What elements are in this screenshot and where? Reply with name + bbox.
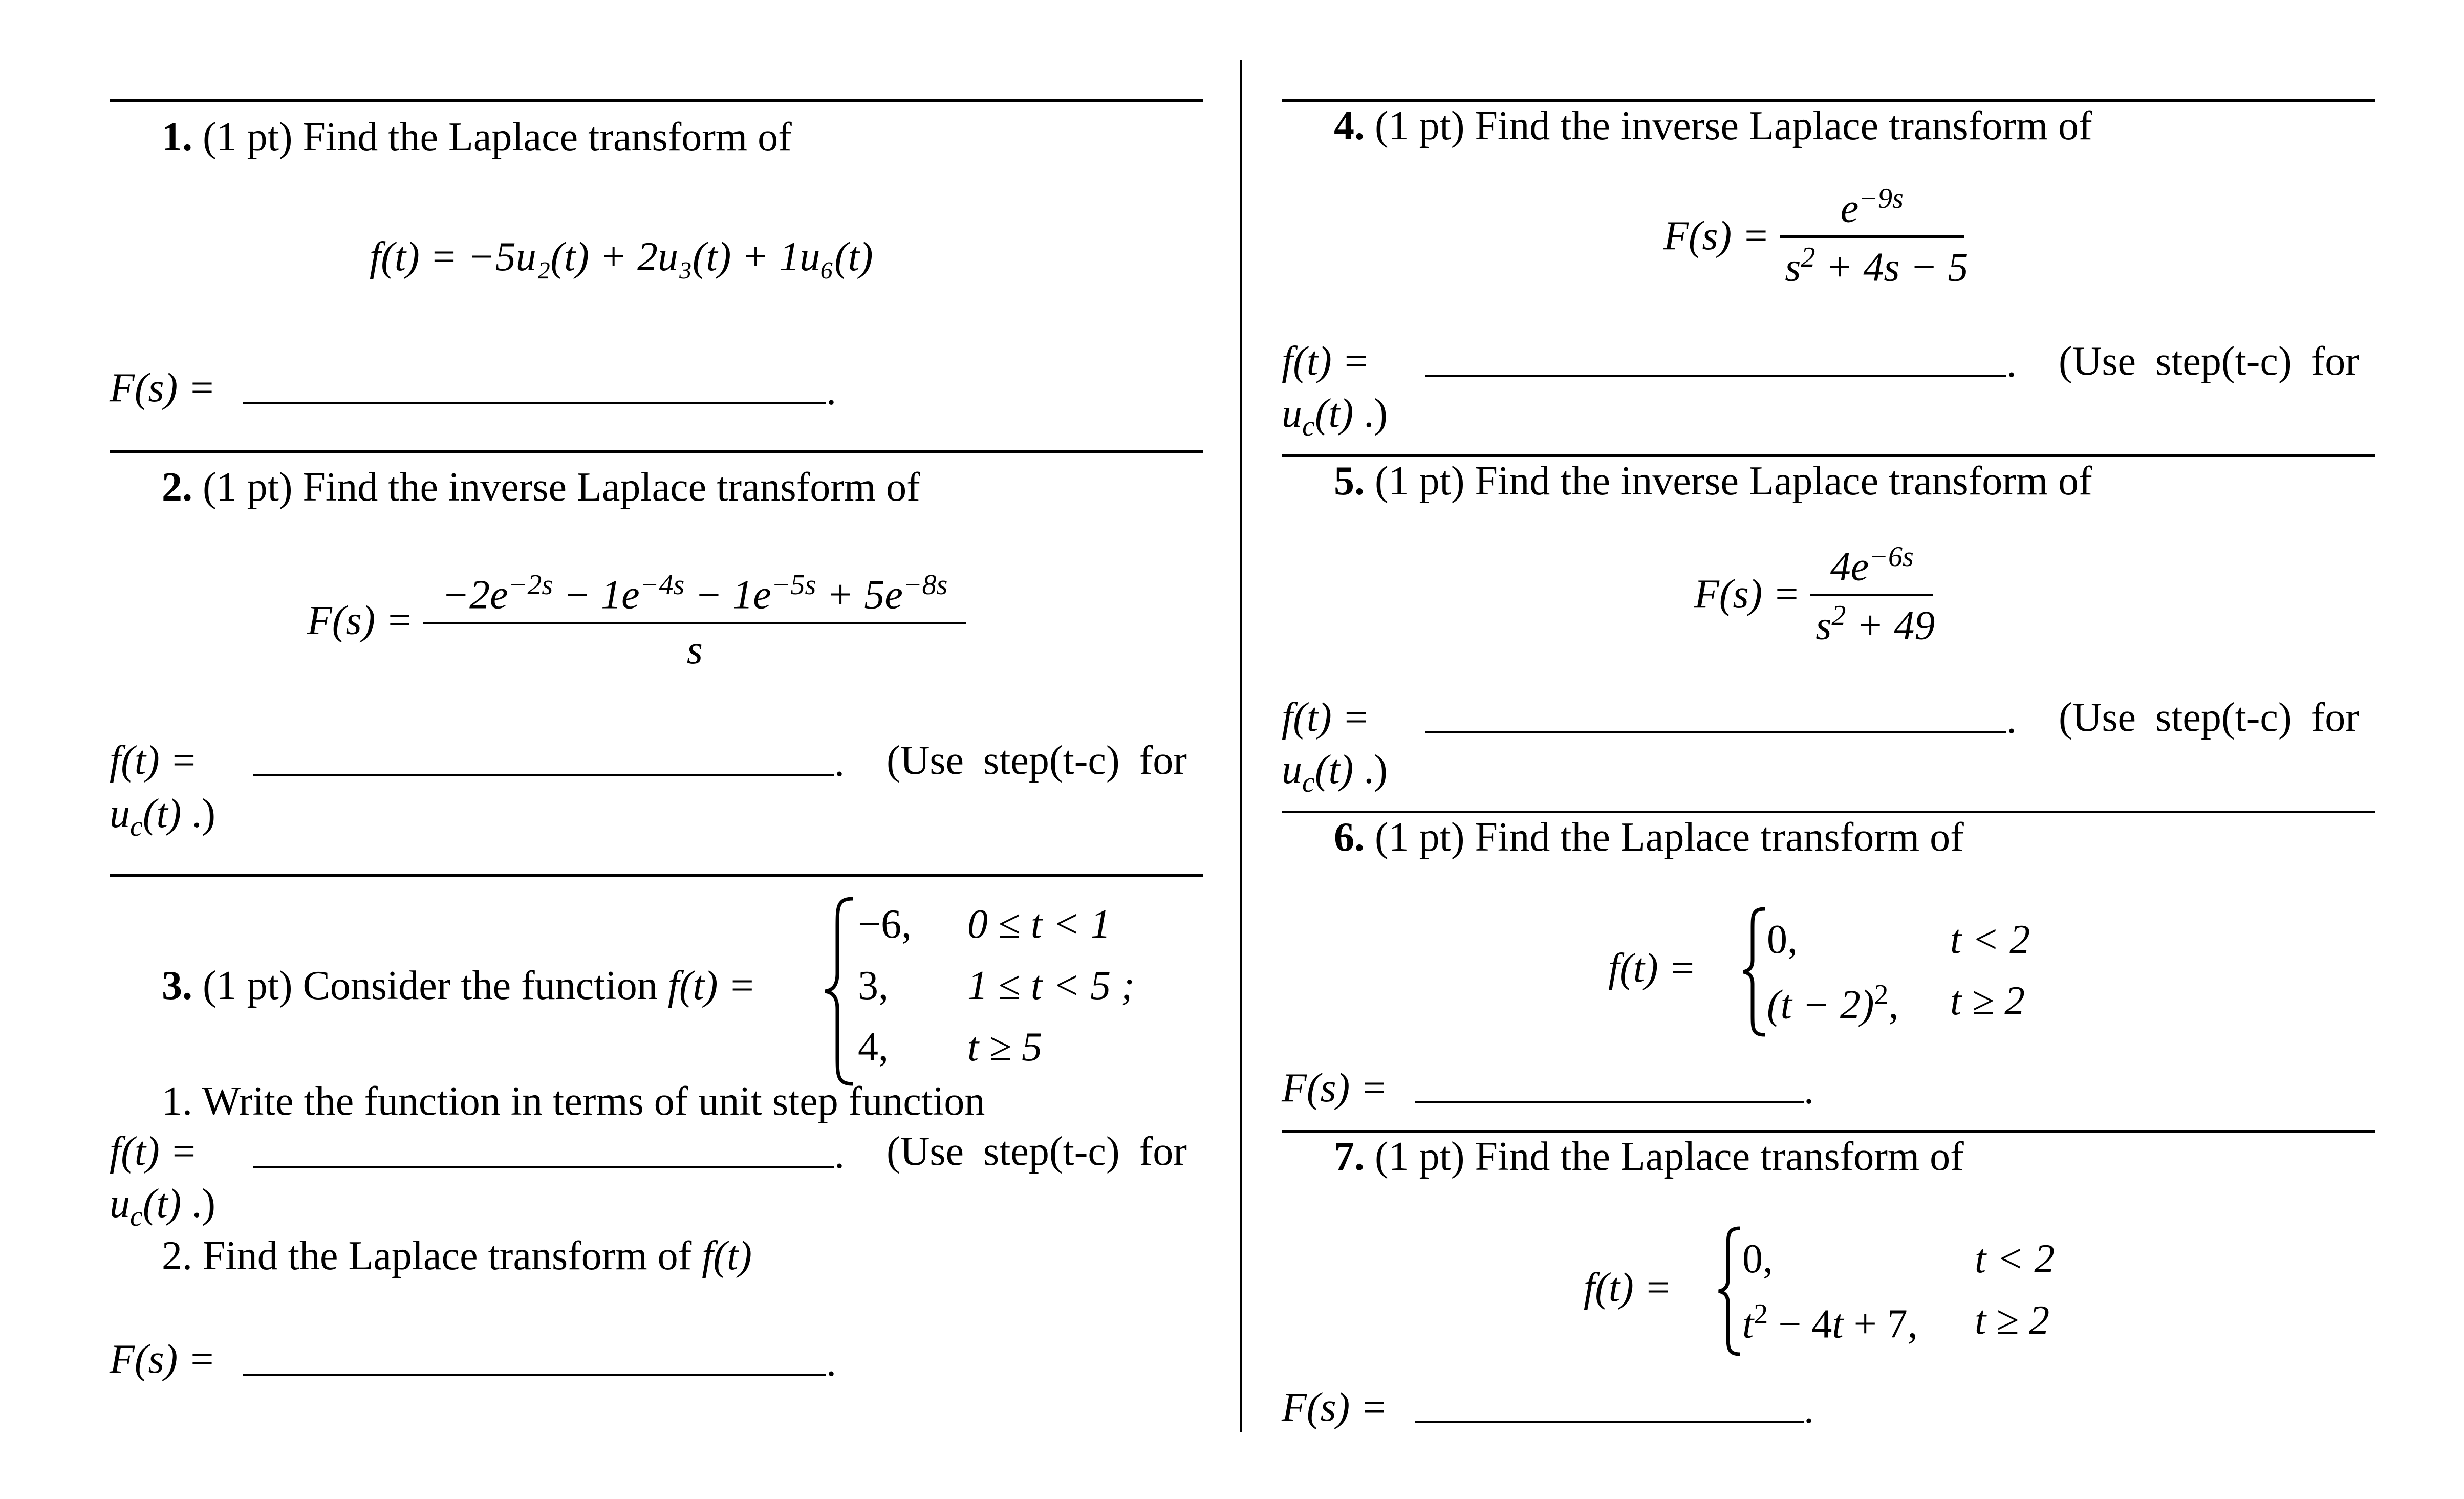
problem-2-prompt: Find the inverse Laplace transform of xyxy=(302,465,920,510)
problem-6-answer-label: F(s) = xyxy=(1282,1066,1388,1111)
problem-5-points: (1 pt) xyxy=(1375,459,1465,504)
problem-7-top-rule xyxy=(1282,1130,2375,1133)
problem-1-points: (1 pt) xyxy=(203,115,293,160)
problem-5-answer-blank[interactable] xyxy=(1425,731,2006,733)
problem-3-case-2-value: 3, xyxy=(858,963,889,1008)
problem-1-answer-period: . xyxy=(826,368,836,414)
problem-5-denominator: $s^2 + 49$ xyxy=(1810,594,1933,646)
problem-6-top-rule xyxy=(1282,811,2375,813)
problem-4-top-rule xyxy=(1282,99,2375,102)
problem-7-case-1-value: 0, xyxy=(1742,1236,1773,1281)
problem-3-case-1-value: −6, xyxy=(858,902,912,947)
problem-4-denominator: $s^2 + 4s - 5$ xyxy=(1780,235,1964,288)
problem-5-prompt: Find the inverse Laplace transform of xyxy=(1475,459,2092,504)
problem-2-answer-blank[interactable] xyxy=(253,774,834,776)
problem-5-numerator: $4e^{-6s}$ xyxy=(1830,541,1914,590)
problem-4-number: 4. xyxy=(1334,103,1365,148)
problem-4-answer-period: . xyxy=(2006,341,2017,386)
problem-3-case-3-value: 4, xyxy=(858,1025,889,1070)
problem-3-note-a: (Use step(t-c) for xyxy=(887,1129,1187,1174)
problem-2-note-b: $u_c(t)$ .) xyxy=(110,791,216,842)
problem-3-prompt: Consider the function xyxy=(302,963,658,1008)
problem-3-part1-label: f(t) = xyxy=(110,1129,198,1174)
problem-2-number: 2. xyxy=(162,465,192,510)
problem-7-points: (1 pt) xyxy=(1375,1134,1465,1179)
problem-3-number: 3. xyxy=(162,963,192,1008)
problem-3-top-rule xyxy=(110,874,1203,877)
problem-3-note-b: $u_c(t)$ .) xyxy=(110,1181,216,1232)
problem-2-answer-period: . xyxy=(834,740,845,785)
problem-5-header xyxy=(1334,461,2092,502)
problem-3-part1-blank[interactable] xyxy=(253,1166,834,1168)
problem-5-answer-label: f(t) = xyxy=(1282,695,1370,740)
problem-4-prompt: Find the inverse Laplace transform of xyxy=(1475,103,2092,148)
problem-6-case-1-value: 0, xyxy=(1767,917,1798,962)
problem-5-note-b: $u_c(t)$ .) xyxy=(1282,747,1388,798)
problem-5-note-a: (Use step(t-c) for xyxy=(2059,695,2359,740)
problem-7-case-2-value: $t^2 - 4t + 7$, xyxy=(1742,1298,1918,1347)
problem-6-case-1-condition: t < 2 xyxy=(1950,917,2030,962)
problem-2-answer-label: f(t) = xyxy=(110,738,198,783)
problem-3-points: (1 pt) xyxy=(203,963,293,1008)
problem-4-header xyxy=(1334,105,2092,146)
problem-3-brace xyxy=(822,897,858,1086)
problem-7-answer-label: F(s) = xyxy=(1282,1385,1388,1430)
problem-7-prompt: Find the Laplace transform of xyxy=(1475,1134,1964,1179)
problem-5-eq-lhs: F(s) = xyxy=(1694,572,1801,617)
problem-3-part1: 1. Write the function in terms of unit step function xyxy=(162,1079,985,1124)
problem-2-top-rule xyxy=(110,450,1203,453)
problem-4-note-b: $u_c(t)$ .) xyxy=(1282,391,1388,442)
problem-2-fraction xyxy=(423,571,966,670)
problem-3-eq-lhs: f(t) = xyxy=(667,963,756,1008)
problem-5-top-rule xyxy=(1282,454,2375,457)
problem-7-case-2-condition: t ≥ 2 xyxy=(1975,1298,2050,1343)
column-divider xyxy=(1240,60,1242,1432)
problem-3-part1-period: . xyxy=(834,1132,845,1177)
problem-3-header xyxy=(162,965,755,1006)
problem-4-numerator: $e^{-9s}$ xyxy=(1840,183,1904,231)
problem-7-number: 7. xyxy=(1334,1134,1365,1179)
problem-1-eq-lhs: f(t) = xyxy=(370,234,458,279)
problem-1-number: 1. xyxy=(162,115,192,160)
problem-4-points: (1 pt) xyxy=(1375,103,1465,148)
problem-6-answer-period: . xyxy=(1804,1068,1814,1113)
problem-6-number: 6. xyxy=(1334,815,1365,860)
problem-3-part2 xyxy=(162,1235,752,1276)
problem-6-case-2-value: $(t - 2)^2$, xyxy=(1767,979,1899,1028)
problem-1-answer-blank[interactable] xyxy=(243,402,826,404)
problem-6-brace xyxy=(1740,907,1769,1037)
problem-1-eq-rhs: −5u₂(t) + 2u₃(t) + 1u₆(t) xyxy=(467,234,873,279)
problem-7-brace xyxy=(1716,1226,1744,1356)
problem-6-points: (1 pt) xyxy=(1375,815,1465,860)
problem-3-part2-fn: f(t) xyxy=(702,1233,752,1278)
problem-5-answer-period: . xyxy=(2006,697,2017,742)
problem-3-case-2-condition: 1 ≤ t < 5 ; xyxy=(967,963,1135,1008)
problem-4-answer-label: f(t) = xyxy=(1282,339,1370,384)
problem-6-case-2-condition: t ≥ 2 xyxy=(1950,979,2025,1024)
problem-5-equation xyxy=(1694,542,1933,646)
problem-2-header xyxy=(162,467,920,508)
problem-4-eq-lhs: F(s) = xyxy=(1663,213,1770,259)
problem-2-numerator: $-2e^{-2s} - 1e^{-4s} - 1e^{-5s} + 5e^{-8s}$ xyxy=(442,569,948,618)
problem-4-note-a: (Use step(t-c) for xyxy=(2059,339,2359,384)
problem-6-prompt: Find the Laplace transform of xyxy=(1475,815,1964,860)
problem-1-answer-label: F(s) = xyxy=(110,365,216,410)
problem-4-fraction xyxy=(1780,183,1969,290)
problem-1-top-rule xyxy=(110,99,1203,102)
problem-4-equation xyxy=(1663,183,1969,290)
problem-5-number: 5. xyxy=(1334,459,1365,504)
problem-7-header xyxy=(1334,1136,1964,1177)
problem-3-part2-period: . xyxy=(826,1340,836,1385)
problem-3-part2-text: 2. Find the Laplace transform of xyxy=(162,1233,692,1278)
problem-4-answer-blank[interactable] xyxy=(1425,375,2006,377)
problem-7-case-1-condition: t < 2 xyxy=(1975,1236,2055,1281)
problem-6-answer-blank[interactable] xyxy=(1415,1101,1804,1103)
problem-7-answer-period: . xyxy=(1804,1387,1814,1432)
problem-6-eq-lhs: f(t) = xyxy=(1608,946,1696,991)
problem-2-denominator: s xyxy=(423,622,966,670)
problem-2-equation xyxy=(307,571,966,670)
problem-3-part2-blank[interactable] xyxy=(243,1374,826,1376)
problem-3-part2-label: F(s) = xyxy=(110,1337,216,1382)
problem-5-fraction xyxy=(1810,542,1933,646)
problem-2-eq-lhs: F(s) = xyxy=(307,598,414,643)
problem-1-equation xyxy=(370,236,873,277)
problem-3-case-3-condition: t ≥ 5 xyxy=(967,1025,1043,1070)
problem-2-note-a: (Use step(t-c) for xyxy=(887,738,1187,783)
problem-7-eq-lhs: f(t) = xyxy=(1584,1265,1672,1310)
problem-7-answer-blank[interactable] xyxy=(1415,1421,1804,1423)
problem-1-prompt: Find the Laplace transform of xyxy=(302,115,792,160)
problem-2-points: (1 pt) xyxy=(203,465,293,510)
problem-3-case-1-condition: 0 ≤ t < 1 xyxy=(967,902,1111,947)
problem-6-header xyxy=(1334,817,1964,858)
problem-1-header xyxy=(162,117,792,158)
